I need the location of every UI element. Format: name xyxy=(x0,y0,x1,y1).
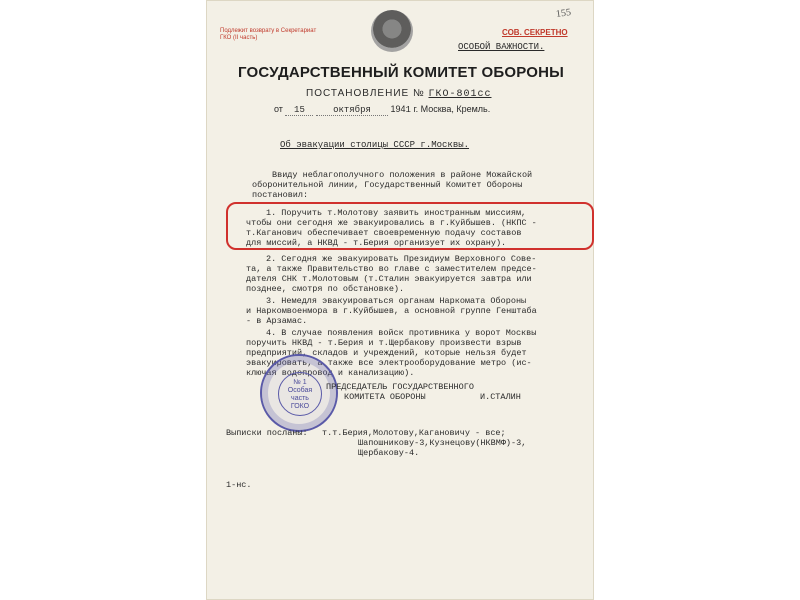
paragraph-line: дателя СНК т.Молотовым (т.Сталин эвакуируется завтра или xyxy=(246,274,532,284)
paragraph-line: эвакуировать, а также все электрооборудование метро (ис- xyxy=(246,358,532,368)
distribution-line: Щербакову-4. xyxy=(358,448,420,458)
paragraph-line: 3. Немедля эвакуироваться органам Наркомата Обороны xyxy=(266,296,527,306)
date-day: 15 xyxy=(285,105,313,116)
paragraph-line: предприятий, складов и учреждений, которые нельзя будет xyxy=(246,348,527,358)
paragraph-line: т.Каганович обеспечивает своевременную подачу составов xyxy=(246,228,522,238)
date-month: октября xyxy=(316,105,388,116)
decree-number: ГКО-801сс xyxy=(428,89,492,100)
date-from: от xyxy=(274,104,283,114)
distribution-line: т.т.Берия,Молотову,Кагановичу - все; xyxy=(322,428,506,438)
paragraph-line: для миссий, а НКВД - т.Берия организует их охрану). xyxy=(246,238,507,248)
paragraph-line: та, а также Правительство во главе с заместителем предсе- xyxy=(246,264,537,274)
date-place: г. Москва, Кремль. xyxy=(413,104,491,114)
copy-mark: 1-нс. xyxy=(226,480,252,490)
signature-title-line2: КОМИТЕТА ОБОРОНЫ xyxy=(344,392,426,402)
decree-subject: Об эвакуации столицы СССР г.Москвы. xyxy=(280,140,470,150)
distribution-list xyxy=(322,428,526,458)
signature-title-line1: ПРЕДСЕДАТЕЛЬ ГОСУДАРСТВЕННОГО xyxy=(326,382,474,392)
paragraph-3 xyxy=(246,296,537,326)
intro-text xyxy=(252,170,532,200)
intro-line: оборонительной линии, Государственный Комитет Обороны xyxy=(252,180,523,190)
distribution-label: Выписки посланы: xyxy=(226,428,308,438)
signature-block xyxy=(326,382,474,402)
state-emblem xyxy=(371,10,413,52)
paragraph-line: и Наркомвоенмора в г.Куйбышев, а основной группе Генштаба xyxy=(246,306,537,316)
stamp-line: часть xyxy=(291,395,309,402)
date-year-prefix: 194 xyxy=(390,104,406,114)
date-year-suffix: 1 xyxy=(405,105,411,115)
paragraph-line: 4. В случае появления войск противника у ворот Москвы xyxy=(266,328,537,338)
secret-label: СОВ. СЕКРЕТНО xyxy=(502,28,568,37)
document-page xyxy=(206,0,594,600)
return-note xyxy=(220,28,316,42)
page-number: 155 xyxy=(555,7,572,20)
paragraph-line: ключая водопровод и канализацию). xyxy=(246,368,415,378)
paragraph-line: 1. Поручить т.Молотову заявить иностранным миссиям, xyxy=(266,208,527,218)
stamp-line: ГОКО xyxy=(290,403,310,410)
importance-label: ОСОБОЙ ВАЖНОСТИ. xyxy=(458,42,545,52)
stamp-inner xyxy=(278,372,322,416)
intro-line: постановил: xyxy=(252,190,309,200)
intro-line: Ввиду неблагополучного положения в районе Можайской xyxy=(272,170,533,180)
paragraph-2 xyxy=(246,254,537,294)
paragraph-line: чтобы они сегодня же эвакуировались в г.Куйбышев. (НКПС - xyxy=(246,218,537,228)
signature-name: И.СТАЛИН xyxy=(480,392,521,402)
paragraph-line: 2. Сегодня же эвакуировать Президиум Верховного Сове- xyxy=(266,254,537,264)
return-note-line2: ГКО (II часть) xyxy=(220,35,258,41)
stamp-line: № 1 xyxy=(293,379,307,386)
decree-heading xyxy=(306,88,491,100)
return-note-line1: Подлежит возврату в Секретариат xyxy=(220,28,317,34)
decree-date-line xyxy=(274,104,490,116)
paragraph-line: - в Арзамас. xyxy=(246,316,308,326)
paragraph-line: позднее, смотря по обстановке). xyxy=(246,284,405,294)
decree-prefix: ПОСТАНОВЛЕНИЕ № xyxy=(306,88,429,99)
paragraph-line: поручить НКВД - т.Берия и т.Щербакову произвести взрыв xyxy=(246,338,522,348)
paragraph-1 xyxy=(246,208,537,248)
distribution-line: Шапошникову-3,Кузнецову(НКВМФ)-3, xyxy=(358,438,527,448)
stamp-line: Особая xyxy=(287,387,313,394)
committee-title: ГОСУДАРСТВЕННЫЙ КОМИТЕТ ОБОРОНЫ xyxy=(238,64,564,81)
